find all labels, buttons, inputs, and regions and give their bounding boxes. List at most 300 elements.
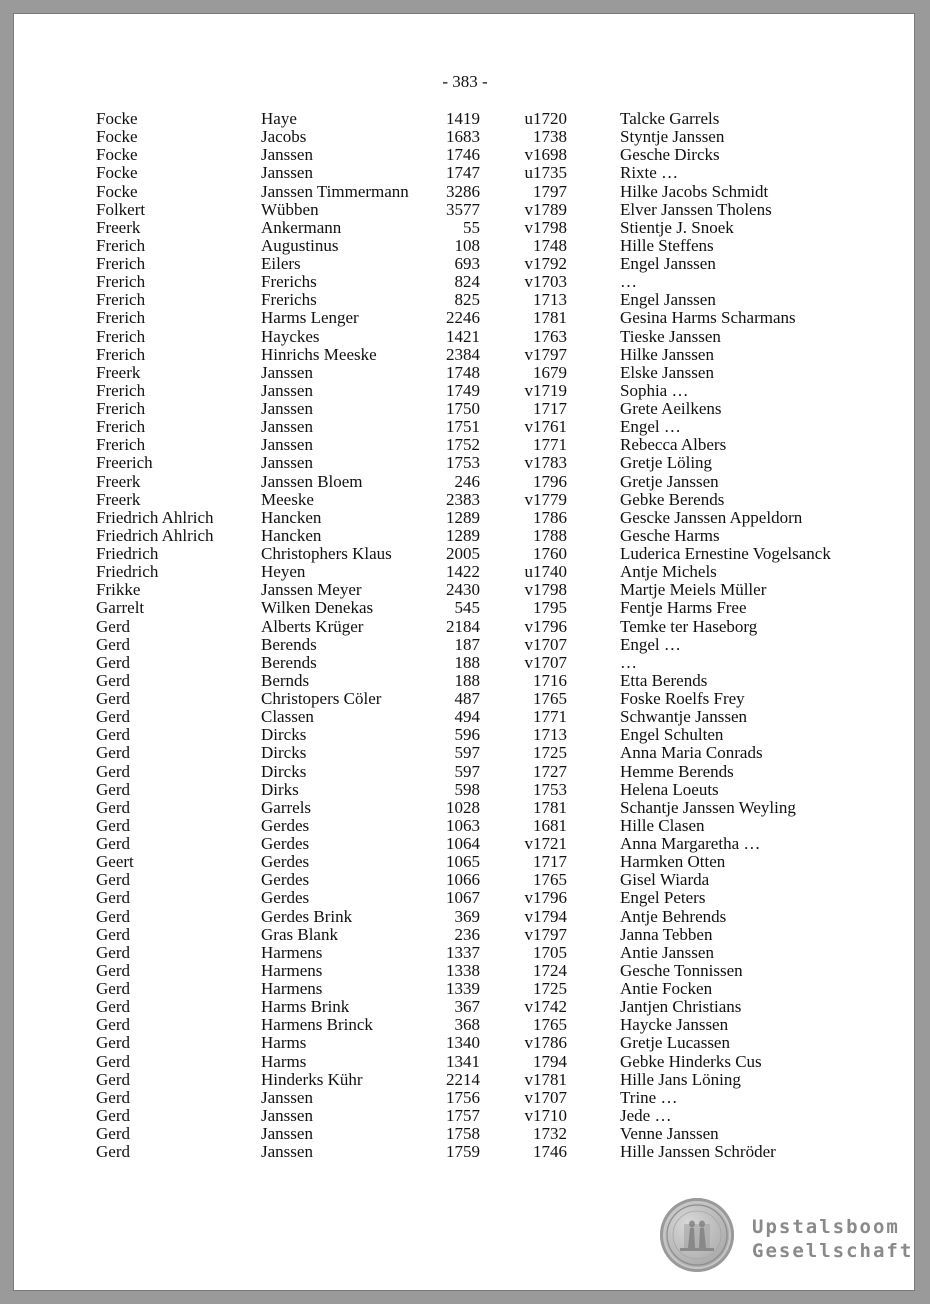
last-name: Gerdes	[261, 834, 310, 853]
spouse-name: Talcke Garrels	[620, 109, 720, 128]
year: v1796	[524, 888, 567, 908]
last-name: Berends	[261, 634, 317, 654]
spouse-name: Tieske Janssen	[620, 326, 721, 346]
last-name: Alberts Krüger	[261, 616, 364, 636]
first-name: Gerd	[96, 870, 130, 890]
last-name: Meeske	[261, 489, 314, 509]
entry-number: 1753	[446, 453, 480, 473]
table-row	[0, 1053, 930, 1071]
year: 1681	[533, 815, 567, 835]
last-name: Gras Blank	[261, 924, 338, 944]
year: v1798	[524, 217, 567, 237]
table-row	[0, 1143, 930, 1161]
first-name: Freerk	[96, 489, 141, 509]
first-name: Frerich	[96, 417, 146, 437]
first-name: Freerich	[96, 453, 153, 473]
first-name: Frerich	[96, 326, 146, 346]
entry-number: 1337	[446, 942, 480, 962]
table-row	[0, 454, 930, 472]
first-name: Gerd	[96, 670, 130, 690]
first-name: Freerk	[96, 471, 141, 491]
year: 1765	[533, 870, 567, 890]
year: v1798	[524, 580, 567, 600]
year: 1786	[533, 507, 567, 527]
page-number: - 383 -	[442, 72, 488, 91]
entry-number: 494	[454, 707, 480, 727]
year: 1679	[533, 362, 567, 382]
year: 1765	[533, 689, 567, 708]
table-row	[0, 201, 930, 219]
first-name: Gerd	[96, 979, 130, 998]
last-name: Janssen	[261, 399, 313, 418]
table-row	[0, 853, 930, 871]
spouse-name: Gretje Janssen	[620, 471, 719, 491]
spouse-name: Antje Behrends	[620, 906, 727, 926]
spouse-name: …	[620, 272, 637, 292]
table-row	[0, 944, 930, 962]
year: 1727	[533, 761, 567, 781]
spouse-name: Gesche Tonnissen	[620, 960, 743, 980]
spouse-name: Anna Maria Conrads	[620, 743, 763, 763]
entry-number: 246	[454, 471, 480, 491]
table-row	[0, 255, 930, 273]
year: 1760	[533, 544, 567, 563]
table-row	[0, 817, 930, 835]
year: 1795	[533, 598, 567, 618]
entry-number: 825	[454, 290, 480, 310]
spouse-name: Trine …	[620, 1087, 678, 1107]
table-row	[0, 110, 930, 128]
year: 1725	[533, 743, 567, 763]
table-row	[0, 1107, 930, 1125]
first-name: Geert	[96, 852, 134, 872]
last-name: Harmens	[261, 979, 323, 998]
first-name: Gerd	[96, 743, 130, 763]
entry-number: 1289	[446, 507, 480, 527]
year: v1797	[524, 344, 567, 364]
spouse-name: Hille Clasen	[620, 815, 705, 835]
entry-number: 2005	[446, 544, 480, 563]
year: v1742	[524, 997, 567, 1017]
entry-number: 3577	[446, 199, 480, 219]
last-name: Hinderks Kühr	[261, 1069, 363, 1089]
first-name: Gerd	[96, 888, 130, 908]
last-name: Jacobs	[261, 127, 307, 147]
year: 1716	[533, 670, 567, 690]
entry-number: 1028	[446, 797, 480, 817]
year: v1797	[524, 924, 567, 944]
last-name: Wilken Denekas	[261, 598, 374, 618]
first-name: Gerd	[96, 815, 130, 835]
entry-number: 693	[454, 254, 480, 273]
entry-number: 824	[454, 272, 480, 292]
table-row	[0, 527, 930, 545]
spouse-name: Antie Janssen	[620, 942, 714, 962]
spouse-name: Harmken Otten	[620, 852, 726, 872]
spouse-name: Hille Jans Löning	[620, 1069, 741, 1089]
first-name: Folkert	[96, 199, 146, 219]
entry-number: 369	[454, 906, 480, 926]
entry-number: 1419	[446, 109, 480, 128]
spouse-name: Fentje Harms Free	[620, 598, 747, 618]
spouse-name: Etta Berends	[620, 670, 708, 690]
first-name: Gerd	[96, 1069, 130, 1089]
year: u1720	[524, 109, 567, 128]
last-name: Dircks	[261, 743, 307, 763]
spouse-name: Hille Janssen Schröder	[620, 1142, 776, 1162]
logo-line-1: Upstalsboom	[752, 1216, 900, 1238]
first-name: Frerich	[96, 380, 146, 400]
spouse-name: Venne Janssen	[620, 1124, 719, 1143]
entry-number: 1338	[446, 960, 480, 980]
year: 1763	[533, 326, 567, 346]
table-row	[0, 491, 930, 509]
last-name: Gerdes	[261, 815, 310, 835]
spouse-name: Gebke Hinderks Cus	[620, 1051, 762, 1071]
spouse-name: Sophia …	[620, 380, 689, 400]
table-row	[0, 672, 930, 690]
last-name: Frerichs	[261, 272, 317, 292]
table-row	[0, 744, 930, 762]
spouse-name: Hemme Berends	[620, 761, 734, 781]
year: 1797	[533, 181, 567, 201]
last-name: Harmens	[261, 960, 323, 980]
year: 1724	[533, 960, 567, 980]
last-name: Dircks	[261, 725, 307, 745]
first-name: Frerich	[96, 254, 146, 273]
table-row	[0, 328, 930, 346]
table-row	[0, 726, 930, 744]
entry-number: 1289	[446, 525, 480, 545]
first-name: Friedrich Ahlrich	[96, 507, 214, 527]
table-row	[0, 164, 930, 182]
table-row	[0, 1089, 930, 1107]
first-name: Frikke	[96, 580, 141, 600]
first-name: Gerd	[96, 906, 130, 926]
spouse-name: Foske Roelfs Frey	[620, 689, 745, 708]
last-name: Janssen	[261, 1105, 313, 1125]
spouse-name: Jede …	[620, 1105, 672, 1125]
year: 1788	[533, 525, 567, 545]
last-name: Gerdes	[261, 888, 310, 908]
last-name: Janssen Meyer	[261, 580, 362, 600]
first-name: Gerd	[96, 1015, 130, 1035]
year: 1781	[533, 797, 567, 817]
table-row	[0, 545, 930, 563]
year: 1794	[533, 1051, 567, 1071]
entry-number: 1067	[446, 888, 480, 908]
last-name: Hancken	[261, 525, 322, 545]
entry-number: 188	[454, 670, 480, 690]
first-name: Gerd	[96, 652, 130, 672]
logo-line-2: Gesellschaft	[752, 1240, 914, 1262]
spouse-name: Antje Michels	[620, 562, 717, 582]
table-row	[0, 346, 930, 364]
first-name: Gerd	[96, 1124, 130, 1143]
last-name: Janssen	[261, 453, 313, 473]
year: 1738	[533, 127, 567, 147]
last-name: Harmens Brinck	[261, 1015, 373, 1035]
spouse-name: Schwantje Janssen	[620, 707, 748, 727]
spouse-name: Janna Tebben	[620, 924, 713, 944]
spouse-name: Hilke Jacobs Schmidt	[620, 181, 769, 201]
society-logo	[660, 1198, 914, 1274]
entry-number: 1759	[446, 1142, 480, 1162]
entry-number: 236	[454, 924, 480, 944]
table-row	[0, 273, 930, 291]
register-list	[0, 110, 930, 1161]
year: v1781	[524, 1069, 567, 1089]
table-row	[0, 418, 930, 436]
entry-number: 597	[454, 761, 480, 781]
last-name: Harms Lenger	[261, 308, 359, 328]
year: v1703	[524, 272, 567, 292]
first-name: Gerd	[96, 960, 130, 980]
first-name: Focke	[96, 181, 138, 201]
entry-number: 108	[454, 235, 480, 255]
table-row	[0, 509, 930, 527]
last-name: Janssen Timmermann	[261, 181, 409, 201]
spouse-name: Antie Focken	[620, 979, 713, 998]
entry-number: 3286	[446, 181, 480, 201]
spouse-name: Gisel Wiarda	[620, 870, 710, 890]
entry-number: 1758	[446, 1124, 480, 1143]
last-name: Garrels	[261, 797, 312, 817]
first-name: Focke	[96, 127, 138, 147]
spouse-name: Elver Janssen Tholens	[620, 199, 772, 219]
last-name: Christopers Cöler	[261, 689, 382, 708]
table-row	[0, 1034, 930, 1052]
spouse-name: Grete Aeilkens	[620, 399, 722, 418]
first-name: Gerd	[96, 1142, 130, 1162]
year: v1789	[524, 199, 567, 219]
table-row	[0, 690, 930, 708]
year: 1781	[533, 308, 567, 328]
table-row	[0, 636, 930, 654]
first-name: Gerd	[96, 779, 130, 799]
first-name: Gerd	[96, 1051, 130, 1071]
spouse-name: Luderica Ernestine Vogelsanck	[620, 544, 831, 563]
first-name: Frerich	[96, 435, 146, 455]
entry-number: 1339	[446, 979, 480, 998]
entry-number: 1066	[446, 870, 480, 890]
year: 1717	[533, 852, 567, 872]
entry-number: 188	[454, 652, 480, 672]
last-name: Janssen	[261, 145, 313, 165]
year: v1707	[524, 652, 567, 672]
entry-number: 2383	[446, 489, 480, 509]
last-name: Janssen	[261, 380, 313, 400]
first-name: Freerk	[96, 362, 141, 382]
year: 1717	[533, 399, 567, 418]
entry-number: 2430	[446, 580, 480, 600]
table-row	[0, 128, 930, 146]
first-name: Focke	[96, 109, 138, 128]
first-name: Frerich	[96, 290, 146, 310]
entry-number: 2246	[446, 308, 480, 328]
spouse-name: Engel Janssen	[620, 290, 716, 310]
spouse-name: …	[620, 652, 637, 672]
table-row	[0, 581, 930, 599]
last-name: Berends	[261, 652, 317, 672]
spouse-name: Martje Meiels Müller	[620, 580, 767, 600]
entry-number: 367	[454, 997, 480, 1017]
entry-number: 1751	[446, 417, 480, 437]
year: v1719	[524, 380, 567, 400]
spouse-name: Hilke Janssen	[620, 344, 714, 364]
table-row	[0, 364, 930, 382]
first-name: Friedrich	[96, 544, 159, 563]
table-row	[0, 980, 930, 998]
entry-number: 1749	[446, 380, 480, 400]
table-row	[0, 291, 930, 309]
year: v1792	[524, 254, 567, 273]
last-name: Harms	[261, 1051, 307, 1071]
last-name: Ankermann	[261, 217, 342, 237]
table-row	[0, 871, 930, 889]
first-name: Frerich	[96, 272, 146, 292]
entry-number: 1340	[446, 1033, 480, 1053]
year: u1740	[524, 562, 567, 582]
spouse-name: Rixte …	[620, 163, 679, 183]
spouse-name: Temke ter Haseborg	[620, 616, 758, 636]
last-name: Harms	[261, 1033, 307, 1053]
table-row	[0, 926, 930, 944]
spouse-name: Engel Schulten	[620, 725, 724, 745]
year: 1713	[533, 725, 567, 745]
first-name: Gerd	[96, 924, 130, 944]
last-name: Gerdes Brink	[261, 906, 353, 926]
first-name: Focke	[96, 163, 138, 183]
last-name: Janssen	[261, 435, 313, 455]
seal-icon	[660, 1198, 734, 1272]
spouse-name: Haycke Janssen	[620, 1015, 729, 1035]
year: 1771	[533, 707, 567, 727]
entry-number: 187	[454, 634, 480, 654]
first-name: Frerich	[96, 399, 146, 418]
first-name: Gerd	[96, 1087, 130, 1107]
last-name: Harmens	[261, 942, 323, 962]
table-row	[0, 1071, 930, 1089]
table-row	[0, 237, 930, 255]
last-name: Janssen	[261, 1142, 313, 1162]
year: v1707	[524, 1087, 567, 1107]
year: v1707	[524, 634, 567, 654]
last-name: Janssen	[261, 163, 313, 183]
first-name: Gerd	[96, 616, 130, 636]
last-name: Janssen	[261, 1124, 313, 1143]
table-row	[0, 219, 930, 237]
spouse-name: Gesche Dircks	[620, 145, 720, 165]
last-name: Dirks	[261, 779, 299, 799]
first-name: Gerd	[96, 634, 130, 654]
table-row	[0, 599, 930, 617]
table-row	[0, 309, 930, 327]
table-row	[0, 473, 930, 491]
entry-number: 596	[454, 725, 480, 745]
last-name: Janssen	[261, 417, 313, 437]
year: 1713	[533, 290, 567, 310]
year: v1779	[524, 489, 567, 509]
spouse-name: Gesche Harms	[620, 525, 720, 545]
year: v1710	[524, 1105, 567, 1125]
entry-number: 597	[454, 743, 480, 763]
entry-number: 2384	[446, 344, 480, 364]
year: 1796	[533, 471, 567, 491]
year: 1725	[533, 979, 567, 998]
year: v1794	[524, 906, 567, 926]
year: v1796	[524, 616, 567, 636]
first-name: Gerd	[96, 942, 130, 962]
first-name: Gerd	[96, 725, 130, 745]
year: v1721	[524, 834, 567, 853]
entry-number: 598	[454, 779, 480, 799]
last-name: Frerichs	[261, 290, 317, 310]
first-name: Gerd	[96, 707, 130, 727]
last-name: Haye	[261, 109, 297, 128]
entry-number: 1747	[446, 163, 480, 183]
entry-number: 1422	[446, 562, 480, 582]
first-name: Garrelt	[96, 598, 145, 618]
first-name: Frerich	[96, 344, 146, 364]
spouse-name: Gretje Löling	[620, 453, 713, 473]
first-name: Gerd	[96, 689, 130, 708]
last-name: Hayckes	[261, 326, 320, 346]
year: v1761	[524, 417, 567, 437]
first-name: Gerd	[96, 797, 130, 817]
last-name: Wübben	[261, 199, 319, 219]
entry-number: 1421	[446, 326, 480, 346]
table-row	[0, 962, 930, 980]
year: 1771	[533, 435, 567, 455]
spouse-name: Gebke Berends	[620, 489, 725, 509]
table-row	[0, 654, 930, 672]
year: 1705	[533, 942, 567, 962]
year: v1698	[524, 145, 567, 165]
spouse-name: Styntje Janssen	[620, 127, 725, 147]
entry-number: 1750	[446, 399, 480, 418]
last-name: Augustinus	[261, 235, 339, 255]
first-name: Friedrich	[96, 562, 159, 582]
last-name: Dircks	[261, 761, 307, 781]
table-row	[0, 382, 930, 400]
first-name: Friedrich Ahlrich	[96, 525, 214, 545]
spouse-name: Engel Peters	[620, 888, 706, 908]
entry-number: 1757	[446, 1105, 480, 1125]
table-row	[0, 908, 930, 926]
last-name: Harms Brink	[261, 997, 350, 1017]
spouse-name: Schantje Janssen Weyling	[620, 797, 796, 817]
spouse-name: Anna Margaretha …	[620, 834, 761, 853]
last-name: Janssen	[261, 362, 313, 382]
table-row	[0, 1016, 930, 1034]
first-name: Gerd	[96, 1105, 130, 1125]
entry-number: 368	[454, 1015, 480, 1035]
last-name: Classen	[261, 707, 314, 727]
table-row	[0, 618, 930, 636]
year: v1786	[524, 1033, 567, 1053]
last-name: Hancken	[261, 507, 322, 527]
table-row	[0, 763, 930, 781]
entry-number: 1683	[446, 127, 480, 147]
last-name: Hinrichs Meeske	[261, 344, 377, 364]
table-row	[0, 781, 930, 799]
table-row	[0, 835, 930, 853]
entry-number: 1064	[446, 834, 480, 853]
spouse-name: Gesina Harms Scharmans	[620, 308, 796, 328]
first-name: Gerd	[96, 1033, 130, 1053]
spouse-name: Jantjen Christians	[620, 997, 742, 1017]
